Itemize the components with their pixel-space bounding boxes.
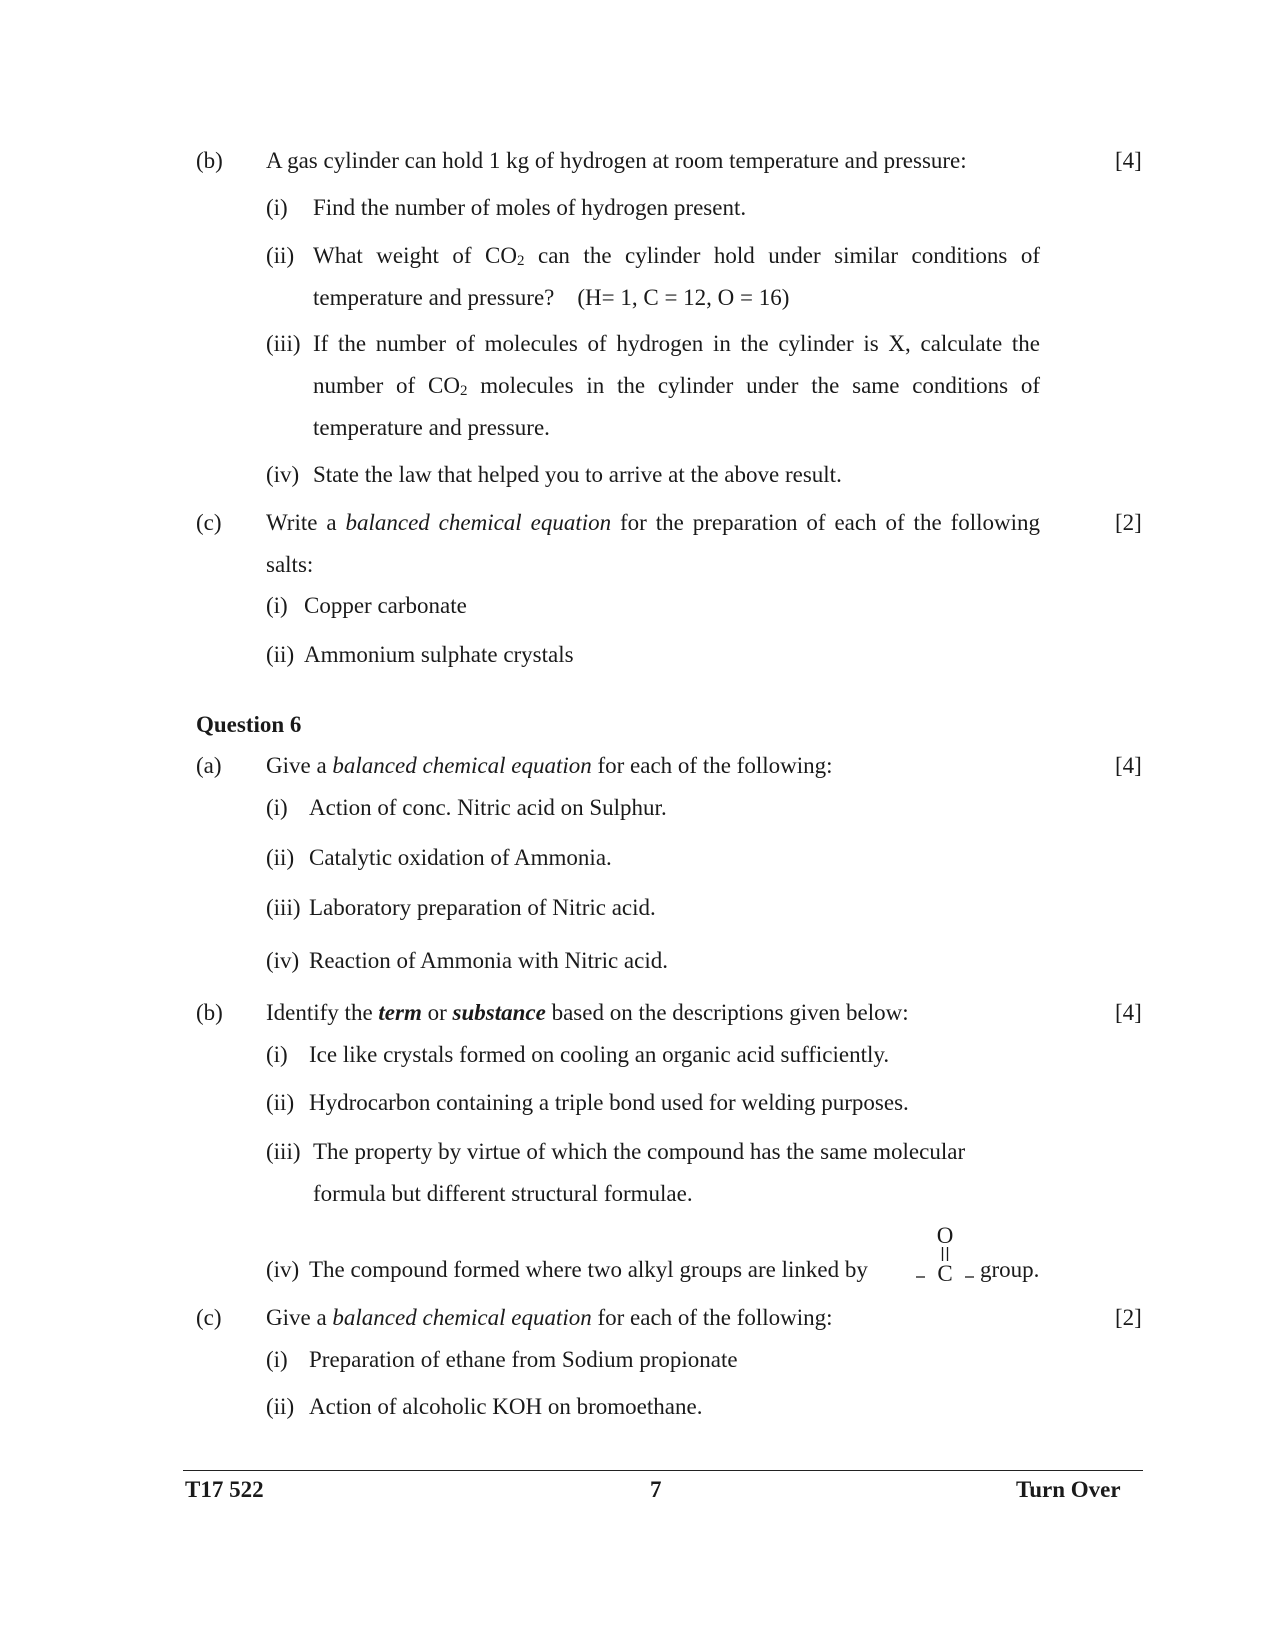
q6b-i-num: (i) (266, 1042, 288, 1067)
q6a-iv-text: Reaction of Ammonia with Nitric acid. (309, 948, 668, 973)
q5c-stem: Write a balanced chemical equation for the preparation of each of the following (266, 510, 1041, 535)
q6a-label: (a) (196, 753, 222, 778)
q6b-stem: Identify the term or substance based on the descriptions given below: (266, 1000, 909, 1025)
q6b-label: (b) (196, 1000, 223, 1025)
q6c-ii-num: (ii) (266, 1394, 295, 1419)
carbonyl-o: O (936, 1223, 954, 1248)
q6b-iii-text: The property by virtue of which the compound has the same molecular (313, 1139, 966, 1164)
q6a-ii-text: Catalytic oxidation of Ammonia. (309, 845, 612, 870)
carbonyl-group-diagram (916, 1223, 974, 1283)
q6c-marks: [2] (1115, 1305, 1142, 1330)
q6b-iv-text: The compound formed where two alkyl groups are linked by (309, 1257, 868, 1282)
q6a-i-num: (i) (266, 795, 288, 820)
q6b-iii-cont: formula but different structural formulae. (313, 1181, 693, 1206)
q5b-i-text: Find the number of moles of hydrogen present. (313, 195, 747, 220)
q5b-stem: A gas cylinder can hold 1 kg of hydrogen at room temperature and pressure: (266, 148, 967, 173)
q5c-ii-num: (ii) (266, 642, 295, 667)
q5b-iii-text-2: number of $CO_2$ molecules in the cylinder under the same conditions of (313, 373, 1040, 399)
page-number: 7 (650, 1477, 662, 1502)
q5c-marks: [2] (1115, 510, 1142, 535)
q6-heading: Question 6 (196, 712, 302, 737)
footer-rule (183, 1470, 1143, 1471)
q5c-stem-cont: salts: (266, 552, 314, 577)
q5b-iv-num: (iv) (266, 462, 300, 487)
q5b-i-num: (i) (266, 195, 288, 220)
q5c-label: (c) (196, 510, 222, 535)
turn-over: Turn Over (1016, 1477, 1121, 1502)
q5b-ii-num: (ii) (266, 243, 295, 268)
q6b-ii-text: Hydrocarbon containing a triple bond used for welding purposes. (309, 1090, 909, 1115)
q5b-iii-num: (iii) (266, 331, 301, 356)
q6a-marks: [4] (1115, 753, 1142, 778)
q6b-ii-num: (ii) (266, 1090, 295, 1115)
q6c-i-num: (i) (266, 1347, 288, 1372)
q6b-iv-group: group. (980, 1257, 1040, 1282)
q5b-ii-text: What weight of $CO_2$ can the cylinder hold under similar conditions of (313, 243, 1041, 269)
q5c-i-num: (i) (266, 593, 288, 618)
q5b-label: (b) (196, 148, 223, 173)
q5b-iii-cont: temperature and pressure. (313, 415, 550, 440)
q5b-ii-cont: temperature and pressure? (H= 1, C = 12, O = 16) (313, 285, 790, 310)
q6a-iv-num: (iv) (266, 948, 300, 973)
paper-code: T17 522 (185, 1477, 264, 1502)
q6b-iii-num: (iii) (266, 1139, 301, 1164)
q5c-i-text: Copper carbonate (304, 593, 467, 618)
q6a-i-text: Action of conc. Nitric acid on Sulphur. (309, 795, 667, 820)
q6b-marks: [4] (1115, 1000, 1142, 1025)
q5b-iii-text: If the number of molecules of hydrogen in the cylinder is X, calculate the (313, 331, 1040, 356)
q5c-ii-text: Ammonium sulphate crystals (304, 642, 574, 667)
carbonyl-c: C (937, 1261, 953, 1283)
q6a-iii-text: Laboratory preparation of Nitric acid. (309, 895, 656, 920)
q6c-label: (c) (196, 1305, 222, 1330)
q6c-i-text: Preparation of ethane from Sodium propionate (309, 1347, 738, 1372)
q6c-stem: Give a balanced chemical equation for each of the following: (266, 1305, 833, 1330)
q6a-iii-num: (iii) (266, 895, 301, 920)
q5b-iv-text: State the law that helped you to arrive at the above result. (313, 462, 842, 487)
q6b-i-text: Ice like crystals formed on cooling an organic acid sufficiently. (309, 1042, 890, 1067)
q5b-marks: [4] (1115, 148, 1142, 173)
q6c-ii-text: Action of alcoholic KOH on bromoethane. (309, 1394, 703, 1419)
q6a-stem: Give a balanced chemical equation for each of the following: (266, 753, 833, 778)
q6a-ii-num: (ii) (266, 845, 295, 870)
q6b-iv-num: (iv) (266, 1257, 300, 1282)
